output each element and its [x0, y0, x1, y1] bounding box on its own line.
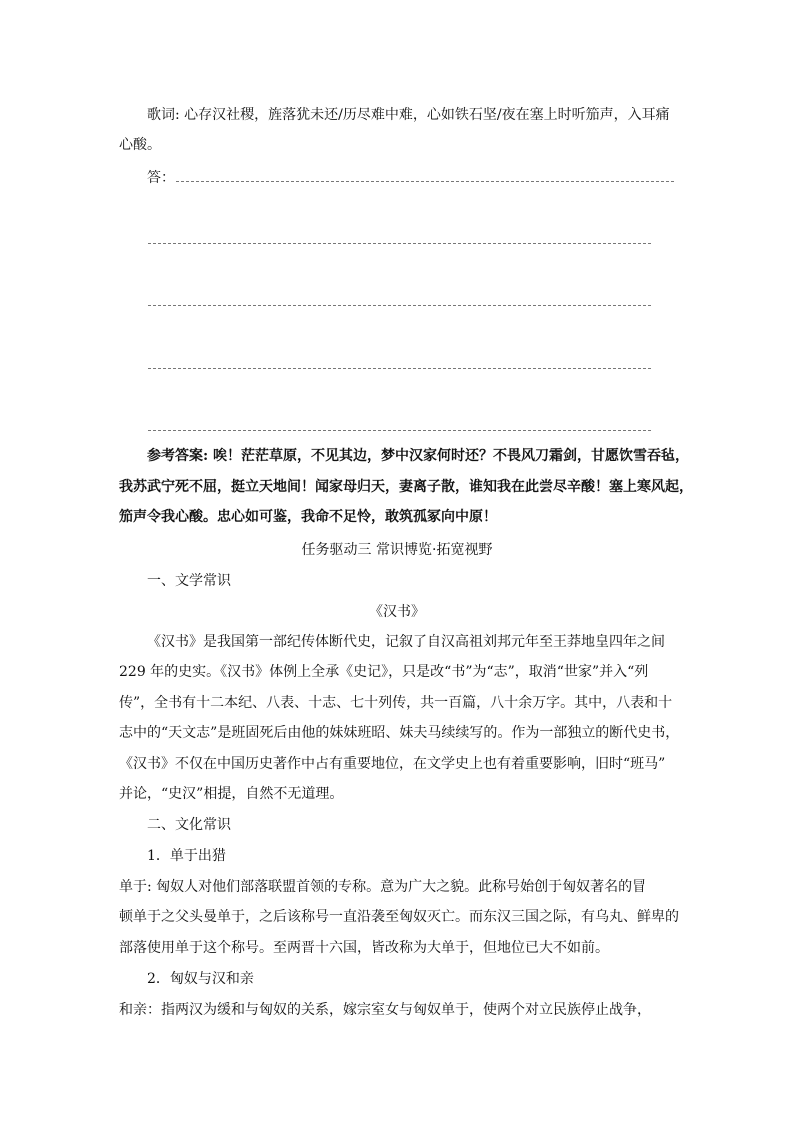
section1-para-line: 《汉书》是我国第一部纪传体断代史，记叙了自汉高祖刘邦元年至王莽地皇四年之间: [147, 634, 665, 650]
item1-para-line: 顿单于之父头曼单于，之后该称号一直沿袭至匈奴灭亡。而东汉三国之际，有乌丸、鲜卑的: [119, 909, 679, 925]
answer-blank-line-5[interactable]: [148, 430, 651, 431]
section2-heading: 二、文化常识: [147, 817, 231, 833]
section1-para-line: 传”，全书有十二本纪、八表、十志、七十列传，共一百篇，八十余万字。其中，八表和十: [119, 695, 673, 711]
section1-heading: 一、文学常识: [147, 573, 231, 589]
answer-blank-line-1[interactable]: [176, 181, 674, 182]
book-title: 《汉书》: [369, 604, 425, 620]
answer-blank-line-2[interactable]: [148, 243, 651, 244]
item2-title: 2．匈奴与汉和亲: [147, 971, 254, 987]
reference-line-2: 我苏武宁死不屈，挺立天地间！闻家母归天，妻离子散，谁知我在此尝尽辛酸！塞上寒风起，: [119, 479, 693, 495]
section1-para-line: 《汉书》不仅在中国历史著作中占有重要地位，在文学史上也有着重要影响，旧时“班马”: [119, 756, 666, 772]
reference-line-3: 笳声令我心酸。忠心如可鉴，我命不足怜，敢筑孤冢向中原！: [119, 509, 497, 525]
task-title: 任务驱动三 常识博览·拓宽视野: [301, 542, 493, 558]
lyrics-line-1: 歌词: 心存汉社稷，旌落犹未还/历尽难中难，心如铁石坚/夜在塞上时听笳声，入耳痛: [147, 107, 670, 123]
item2-para-line: 和亲：指两汉为缓和与匈奴的关系，嫁宗室女与匈奴单于，使两个对立民族停止战争，: [119, 1002, 651, 1018]
item1-title: 1．单于出猎: [147, 848, 226, 864]
lyrics-line-2: 心酸。: [119, 137, 161, 153]
reference-line-1: 参考答案: 唉！茫茫草原，不见其边，梦中汉家何时还？不畏风刀霜剑，甘愿饮雪吞毡，: [147, 448, 690, 464]
section1-para-line: 229 年的史实。《汉书》体例上全承《史记》，只是改“书”为“志”，取消“世家”并入“列: [119, 664, 649, 680]
section1-para-line: 志中的“天文志”是班固死后由他的妹妹班昭、妹夫马续续写的。作为一部独立的断代史书，: [119, 725, 680, 741]
answer-blank-line-4[interactable]: [148, 368, 651, 369]
answer-blank-line-3[interactable]: [148, 305, 651, 306]
section1-para-line: 并论，“史汉”相提，自然不无道理。: [119, 786, 344, 802]
item1-para-line: 单于: 匈奴人对他们部落联盟首领的专称。意为广大之貌。此称号始创于匈奴著名的冒: [119, 879, 647, 895]
answer-label: 答：: [147, 170, 175, 186]
item1-para-line: 部落使用单于这个称号。至两晋十六国，皆改称为大单于，但地位已大不如前。: [119, 940, 609, 956]
